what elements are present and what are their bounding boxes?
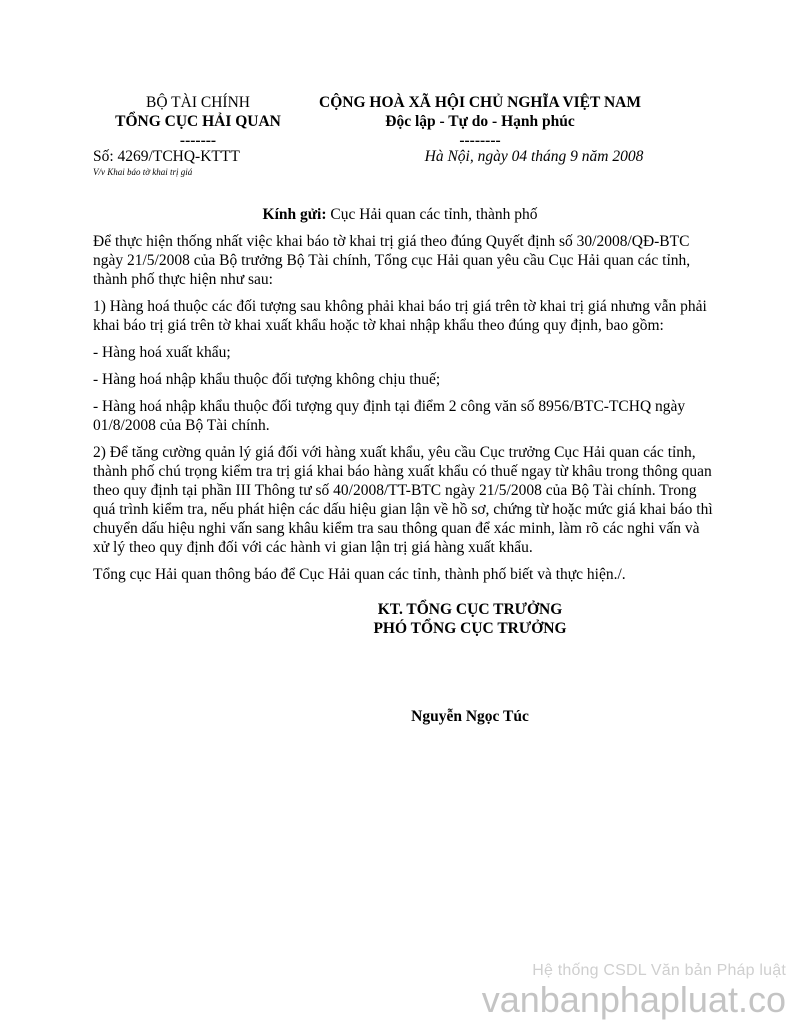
national-title-block <box>300 93 660 150</box>
issuer-block <box>93 93 303 150</box>
document-date: Hà Nội, ngày 04 tháng 9 năm 2008 <box>424 148 644 165</box>
national-title: CỘNG HOÀ XÃ HỘI CHỦ NGHĨA VIỆT NAM <box>319 94 641 111</box>
document-number: Số: 4269/TCHQ-KTTT <box>93 148 240 165</box>
agency-name: TỔNG CỤC HẢI QUAN <box>115 113 281 130</box>
signer-name: Nguyễn Ngọc Túc <box>411 708 529 725</box>
signature-title-block <box>300 600 640 638</box>
document-subject: V/v Khai báo tờ khai trị giá <box>93 167 193 177</box>
national-motto: Độc lập - Tự do - Hạnh phúc <box>385 113 575 130</box>
body-paragraph-item1: 1) Hàng hoá thuộc các đối tượng sau không phải khai báo trị giá trên tờ khai trị giá nhưng vẫn phải khai báo trị giá trên tờ khai xuất khẩu hoặc tờ khai nhập khẩu theo đúng quy định, bao gồm: <box>93 298 707 334</box>
recipient-label: Kính gửi: <box>262 206 327 223</box>
body-paragraph-closing: Tổng cục Hải quan thông báo để Cục Hải quan các tỉnh, thành phố biết và thực hiện./. <box>93 566 626 583</box>
recipient-line <box>0 206 800 224</box>
watermark-line2: vanbanphapluat.co <box>481 979 786 1020</box>
signature-title-line1: KT. TỔNG CỤC TRƯỞNG <box>377 601 563 618</box>
body-paragraph-intro: Để thực hiện thống nhất việc khai báo tờ khai trị giá theo đúng Quyết định số 30/2008/QĐ-BTC ngày 21/5/2008 của Bộ trưởng Bộ Tài chính, Tổng cục Hải quan yêu cầu Cục Hải quan các tỉnh, thành phố thực hiện như sau: <box>93 233 691 288</box>
signature-title-line2: PHÓ TỔNG CỤC TRƯỞNG <box>373 620 567 637</box>
body-paragraph-export: - Hàng hoá xuất khẩu; <box>93 344 231 361</box>
ministry-name: BỘ TÀI CHÍNH <box>146 94 250 111</box>
watermark-line1: Hệ thống CSDL Văn bản Pháp luật <box>532 962 786 979</box>
body-paragraph-item2: 2) Để tăng cường quản lý giá đối với hàng xuất khẩu, yêu cầu Cục trưởng Cục Hải quan các tỉnh, thành phố chú trọng kiểm tra trị giá khai báo hàng xuất khẩu có thuế ngay từ khâu trong thông quan theo quy định tại phần III Thông tư số 40/2008/TT-BTC ngày 21/5/2008 của Bộ Tài chính. Trong quá trình kiểm tra, nếu phát hiện các dấu hiệu gian lận về hồ sơ, chứng từ hoặc mức giá khai báo thì chuyển dấu hiệu nghi vấn sang khâu kiểm tra sau thông quan để xác minh, làm rõ các nghi vấn và xử lý theo quy định đối với các hành vi gian lận trị giá hàng xuất khẩu. <box>93 444 713 556</box>
body-paragraph-reference: - Hàng hoá nhập khẩu thuộc đối tượng quy định tại điểm 2 công văn số 8956/BTC-TCHQ ngày 01/8/2008 của Bộ Tài chính. <box>93 398 686 434</box>
document-body <box>93 232 718 592</box>
body-paragraph-nontax: - Hàng hoá nhập khẩu thuộc đối tượng không chịu thuế; <box>93 371 441 388</box>
issuer-divider: ------- <box>179 132 217 149</box>
motto-divider: -------- <box>459 132 501 149</box>
recipient-value: Cục Hải quan các tỉnh, thành phố <box>326 206 538 223</box>
